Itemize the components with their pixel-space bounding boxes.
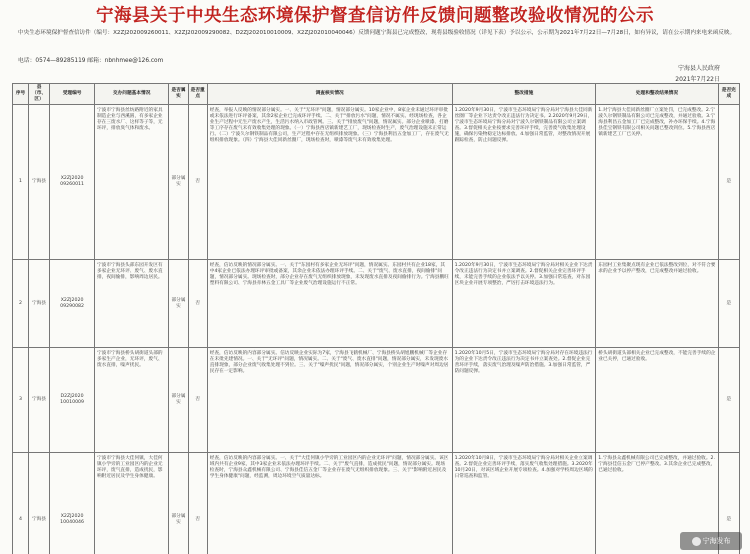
cell-county: 宁海县 — [28, 105, 49, 260]
table-row — [13, 453, 740, 554]
cell-measures: 1.2020年9月30日，宁波市生态环境局宁海分局对宁海县大佳同新丝圈厂等企业下达责令改正违法行为决定书。2.2020年9月29日，宁波市生态环境局宁海分局对宁波久尔钢铁制品有限公司立案调查。3.督促相关企业按要求完善环评手续，完善废气收集处理设施，确保污染物稳定达标排放。4.加强日常监管，对整改情况开展跟踪检查，防止问题反弹。 — [452, 105, 596, 260]
cell-key: 否 — [188, 348, 207, 453]
cell-result: 桥头胡街道头部相关企业已完成整改，不能完善手续的企业已关停，已通过验收。 — [596, 348, 718, 453]
cell-done: 是 — [718, 348, 739, 453]
contact-line: 电话：0574—89285119 邮箱：nbnhmee@126.com — [18, 58, 164, 64]
page-title: 宁海县关于中央生态环境保护督查信访件反馈问题整改验收情况的公示 — [96, 6, 654, 26]
issuer-block — [675, 63, 720, 85]
table-header-row — [13, 84, 740, 105]
header-done: 是否完成 — [718, 84, 739, 105]
table-row — [13, 348, 740, 453]
cell-measures: 1.2020年10月8日，宁波市生态环境局宁海分局对相关企业立案调查。2.督促企业完善环评手续，落实废气收集处理措施。3.2020年10月20日，对该区域企业开展专项检查。4.加强对学校周边区域的日常巡查和监管。 — [452, 453, 596, 554]
table-row — [13, 105, 740, 260]
cell-investigation: 经查，信访反映的内容部分属实。信访反映企业实际为7家，宁海县飞鹤机械厂、宁海县桥头胡旭鹏机械厂等企业存在未批先建情况。一、关于"无环评"问题，情况属实。二、关于"废气、废水直排"问题，情况部分属实，未发现废水直排现象，部分企业废气收集处理不到位。三、关于"噪声扰民"问题，情况部分属实，个别企业生产时噪声对周边居民存在一定影响。 — [207, 348, 452, 453]
cell-key: 否 — [188, 260, 207, 348]
cell-real: 部分属实 — [169, 453, 188, 554]
watermark-text: 宁海发布 — [702, 537, 731, 545]
cell-id: X2ZJ2020 10040046 — [50, 453, 95, 554]
cell-no: 1 — [13, 105, 29, 260]
cell-county: 宁海县 — [28, 260, 49, 348]
header-key: 是否重点 — [188, 84, 207, 105]
header-investigation: 调查核实情况 — [207, 84, 452, 105]
issuer-name: 宁海县人民政府 — [677, 65, 720, 72]
cell-no: 3 — [13, 348, 29, 453]
cell-key: 否 — [188, 453, 207, 554]
cell-county: 宁海县 — [28, 453, 49, 554]
cell-done: 是 — [718, 105, 739, 260]
cell-county: 宁海县 — [28, 348, 49, 453]
cell-real: 部分属实 — [169, 260, 188, 348]
cell-investigation: 经查，信访反映的情况部分属实。一、关于"东园村有多家企业无环评"问题，情况属实。东园村共有企业18家，其中4家企业已依法办理环评审批或备案，其余企业未依法办理环评手续。二、关于"废气、废水直排，夜间偷排"问题，情况部分属实。现场检查时，部分企业存在废气无组织排放现象，未发现废水直排及夜间偷排行为。宁海县鹏旺塑料有限公司、宁海县赤林五金工具厂等企业废气治理设施运行不正常。 — [207, 260, 452, 348]
cell-measures: 1.2020年9月30日，宁波市生态环境局宁海分局对相关企业下达责令改正违法行为决定书并立案调查。2.督促相关企业完善环评手续，未能完善手续的企业依法予以关停。3.加强日常巡查，对东园区块企业开展专项整治，严厉打击环境违法行为。 — [452, 260, 596, 348]
header-county: 县（市、区） — [28, 84, 49, 105]
cell-issue: 宁波市宁海县大佳何镇，大佳何镇小学旁的工业园区内的企业无环评，废气直排，造成扰民，影响附近居民及学生身体健康。 — [94, 453, 169, 554]
cell-result: 1.对宁海县大佳同新丝圈厂立案处罚，已完成整改。2.宁波久尔钢铁制品有限公司已完成整改，并通过验收。3.宁海县利昌五金加工厂已完成整改，补办环保手续。4.宁海县佳宝钢铁有限公司相关问题已整改到位。5.宁海县西店镇新建艺工厂已关停。 — [596, 105, 718, 260]
cell-id: X2ZJ2020 09260011 — [50, 105, 95, 260]
header-id: 受理编号 — [50, 84, 95, 105]
watermark-badge — [680, 532, 742, 550]
header-no: 序号 — [13, 84, 29, 105]
cell-measures: 1.2020年10月5日，宁波市生态环境局宁海分局对存在环境违法行为的企业下达责令改正违法行为决定书并立案查处。2.督促企业完善环评手续，落实废气治理及噪声防治措施。3.加强日常监管，严防问题反弹。 — [452, 348, 596, 453]
cell-real: 部分属实 — [169, 348, 188, 453]
rectification-table — [12, 83, 740, 554]
cell-id: X2ZJ2020 09290082 — [50, 260, 95, 348]
cell-investigation: 经查，举报人反映的情况部分属实。一、关于"无环评"问题，情况部分属实。10家企业中，8家企业未通过环评审批或未依法进行环评备案，其余2家企业已完成环评手续。二、关于"排放污水"问题，情况不属实。经现场检查，各企业生产过程中无生产废水产生，生活污水纳入市政管网。三、关于"排放废气"问题，情况属实。部分企业喷漆、打磨等工序存在废气未有效收集处理的现象。（一）宁海县西店镇新建艺工厂，现场检查时生产，废气治理设施未正常运行。（二）宁波久尔钢铁制品有限公司，生产过程中存在无组织排放现象。（三）宁海县利昌五金加工厂，存在废气无组织排放现象。（四）宁海县大佳同新丝圈厂，现场检查时，喷漆等废气未有效收集处理。 — [207, 105, 452, 260]
cell-done: 是 — [718, 453, 739, 554]
header-issue: 交办问题基本情况 — [94, 84, 169, 105]
wechat-icon — [692, 537, 701, 546]
header-measures: 整改措施 — [452, 84, 596, 105]
cell-key: 否 — [188, 105, 207, 260]
cell-investigation: 经查，信访反映的内容部分属实。一、关于"大佳何镇小学旁的工业园区内的企业无环评"问题，情况部分属实。该区域内共有企业9家，其中3家企业未依法办理环评手续。二、关于"废气直排，造成扰民"问题，情况部分属实。现场检查时，宁海县众鑫机械有限公司、宁海县佳信五金厂等企业存在废气无组织排放现象。三、关于"影响附近居民及学生身体健康"问题，经监测，周边环境空气质量达标。 — [207, 453, 452, 554]
cell-result: 1.宁海县众鑫机械有限公司已完成整改，并通过验收。2.宁海县佳信五金厂已停产整改。3.其余企业已完成整改，已通过验收。 — [596, 453, 718, 554]
cell-issue: 宁波市宁海县桥头胡街道头部的多家生产企业，无环评，废气、废水直排，噪声扰民。 — [94, 348, 169, 453]
intro-paragraph: 中央生态环境保护督查信访件（编号：X2ZJ202009260011、X2ZJ202009290082、D2ZJ202010010009、X2ZJ202010040046）反馈问题宁海县已完成整改，现将县级验收情况（详见下表）予以公示，公示期为2021年7月22日—7月28日，如有异议，请在公示期内来电来函反映。 — [18, 30, 736, 36]
table-row — [13, 260, 740, 348]
cell-no: 4 — [13, 453, 29, 554]
header-real: 是否属实 — [169, 84, 188, 105]
cell-result: 东园村工业集聚点现有企业已依法整改到位，对不符合要求的企业予以停产整改，已完成整改并通过验收。 — [596, 260, 718, 348]
header-result: 处理和整改结果情况 — [596, 84, 718, 105]
cell-issue: 宁波市宁海县头部东园开发区有多家企业无环评、废气、废水直排，夜间偷排，影响周边居民。 — [94, 260, 169, 348]
issuer-date: 2021年7月22日 — [675, 76, 720, 83]
cell-real: 部分属实 — [169, 105, 188, 260]
cell-issue: 宁波市宁海县丝纺路附近的家具制造企业与西溪圆，有多家企业存在三废水厂、这样等子等，无环评，排放臭气体和废水。 — [94, 105, 169, 260]
cell-id: D2ZJ2020 10010009 — [50, 348, 95, 453]
cell-no: 2 — [13, 260, 29, 348]
cell-done: 是 — [718, 260, 739, 348]
